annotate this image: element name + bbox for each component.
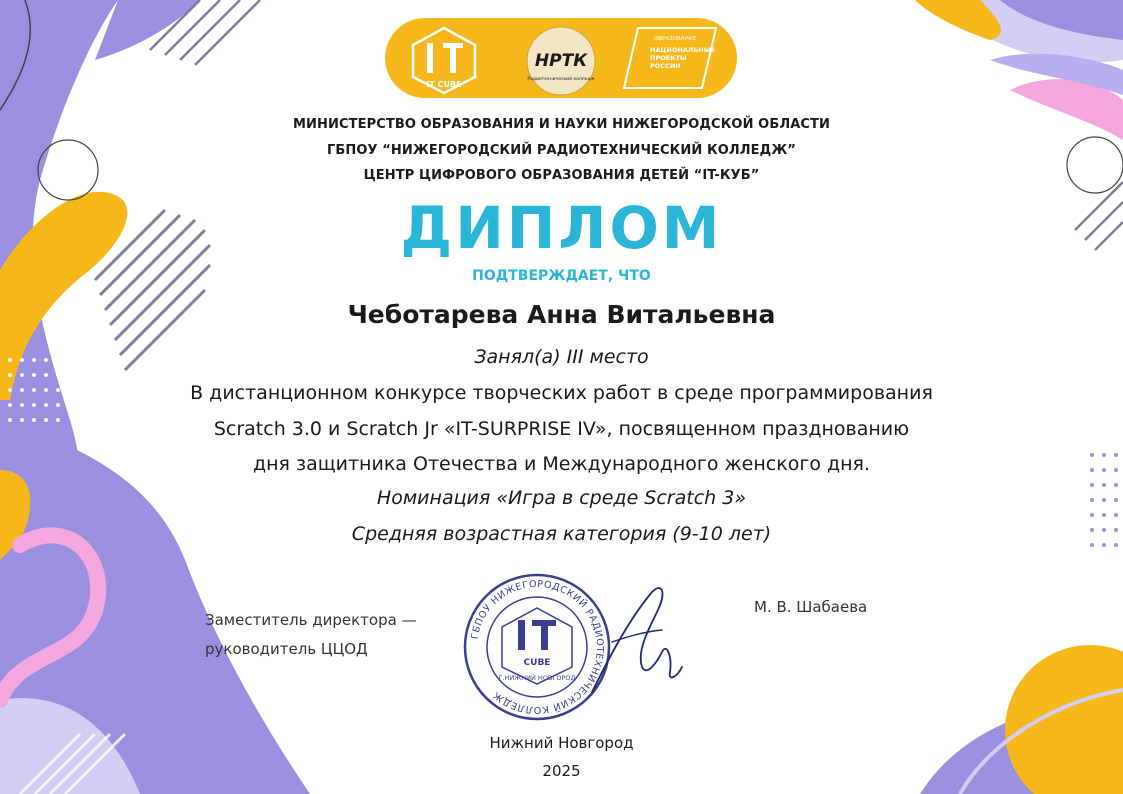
handwritten-signature — [582, 582, 702, 702]
it-cube-logo — [407, 25, 481, 95]
recipient-name: Чеботарева Анна Витальевна — [347, 300, 776, 329]
nrtk-logo — [521, 26, 601, 96]
body-line-2: Scratch 3.0 и Scratch Jr «IT-SURPRISE IV», посвященном празднованию — [213, 418, 910, 440]
city-footer: Нижний Новгород — [489, 734, 634, 752]
np-logo-main-text: НАЦИОНАЛЬНЫЕ ПРОЕКТЫ РОССИИ — [650, 46, 715, 70]
ministry-line: МИНИСТЕРСТВО ОБРАЗОВАНИЯ И НАУКИ НИЖЕГОРОДСКОЙ ОБЛАСТИ — [293, 117, 830, 132]
place-line: Занял(а) III место — [474, 346, 649, 368]
stamp-center-text: CUBE — [523, 658, 551, 668]
stamp-ring-text: ГБПОУ НИЖЕГОРОДСКИЙ РАДИОТЕХНИЧЕСКИЙ КОЛЛЕДЖ — [469, 578, 606, 716]
signatory-position-line-2: руководитель ЦЦОД — [205, 640, 368, 658]
body-line-1: В дистанционном конкурсе творческих работ в среде программирования — [190, 382, 933, 404]
stamp-city-text: Г.НИЖНИЙ НОВГОРОД — [498, 674, 576, 682]
nrtk-logo-subtext: Радиотехнический колледж — [527, 77, 595, 82]
college-line: ГБПОУ “НИЖЕГОРОДСКИЙ РАДИОТЕХНИЧЕСКИЙ КОЛЛЕДЖ” — [327, 143, 796, 158]
signatory-position-line-1: Заместитель директора — — [205, 611, 417, 629]
np-logo-top-text: ОБРАЗОВАНИЕ — [654, 36, 697, 42]
it-cube-logo-text: IT CUBE — [426, 80, 462, 89]
nomination-line: Номинация «Игра в среде Scratch 3» — [376, 487, 747, 509]
center-line: ЦЕНТР ЦИФРОВОГО ОБРАЗОВАНИЯ ДЕТЕЙ “IT-КУБ” — [363, 168, 760, 183]
national-projects-logo — [610, 24, 722, 92]
signatory-name: М. В. Шабаева — [754, 598, 868, 616]
diploma-subtitle: ПОДТВЕРЖДАЕТ, ЧТО — [472, 268, 651, 284]
diploma-title: ДИПЛОМ — [400, 194, 723, 262]
age-category-line: Средняя возрастная категория (9-10 лет) — [351, 523, 772, 545]
nrtk-logo-text: НРТК — [534, 51, 588, 71]
year-footer: 2025 — [542, 762, 581, 780]
signatory-position — [205, 606, 417, 664]
body-line-3: дня защитника Отечества и Международного женского дня. — [252, 453, 871, 475]
